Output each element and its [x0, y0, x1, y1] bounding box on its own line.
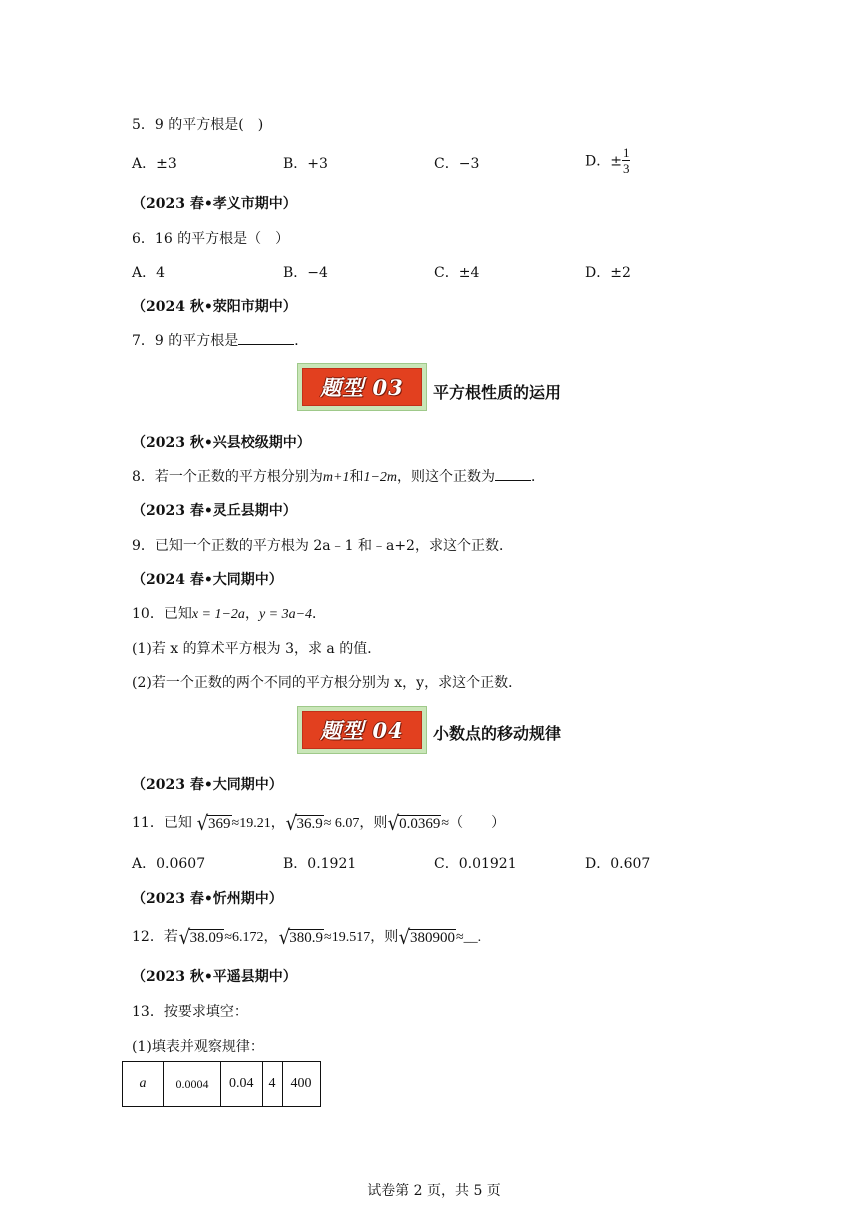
source-label-q7: （2024 秋•荥阳市期中） [132, 299, 297, 315]
table-cell: 0.04 [221, 1062, 263, 1107]
answer-blank [495, 466, 531, 481]
question-13-part-1: (1)填表并观察规律： [132, 1039, 264, 1055]
q5-option-a: A．±3 [132, 156, 177, 172]
fraction-denominator: 3 [622, 161, 630, 176]
q11-option-a: A．0.0607 [132, 856, 206, 872]
radicand: 380.9 [289, 930, 324, 946]
question-8-and: 和 [349, 469, 364, 485]
radicand: 380900 [409, 930, 455, 946]
q11-option-b: B．0.1921 [283, 856, 357, 872]
question-7-stem: 7．9 的平方根是 [132, 333, 239, 349]
radicand: 38.09 [189, 930, 224, 946]
question-10 [132, 603, 326, 623]
answer-blank [238, 330, 294, 345]
question-7-end: ． [294, 333, 309, 349]
source-label-q6: （2023 春•孝义市期中） [132, 196, 297, 212]
question-10-part-2: (2)若一个正数的两个不同的平方根分别为 x，y，求这个正数． [132, 675, 523, 691]
one-third-fraction [622, 146, 631, 175]
q11-option-c: C．0.01921 [434, 856, 517, 872]
source-label-q8: （2023 秋•兴县校级期中） [132, 435, 311, 451]
question-8-end: ． [531, 469, 546, 485]
source-label-q11: （2023 春•大同期中） [132, 777, 283, 793]
question-11 [132, 811, 506, 835]
source-label-q13: （2023 秋•平遥县期中） [132, 969, 297, 985]
question-12-stem: 12．若 [132, 929, 178, 945]
approx-value-2: ≈ 6.07，则 [323, 816, 388, 831]
approx-value-1: ≈19.21， [231, 816, 285, 831]
question-12 [132, 925, 482, 949]
fraction-numerator: 1 [622, 145, 630, 160]
section-badge-04 [297, 706, 427, 754]
question-8 [132, 466, 545, 486]
expression-x: x = 1−2a [191, 607, 245, 622]
question-8-stem: 8．若一个正数的平方根分别为 [132, 469, 323, 485]
q6-option-b: B．−4 [283, 265, 328, 281]
question-6-stem: 6．16 的平方根是（ ） [132, 231, 290, 247]
question-10-end: ． [312, 606, 327, 622]
q6-option-d: D．±2 [585, 265, 631, 281]
question-13-stem: 13．按要求填空： [132, 1004, 248, 1020]
table-cell: 400 [282, 1062, 320, 1107]
section-badge-03 [297, 363, 427, 411]
question-5-stem: 5．9 的平方根是( ) [132, 117, 264, 133]
section-title-04: 小数点的移动规律 [433, 724, 562, 743]
question-10-separator: ， [244, 606, 259, 622]
section-title-03: 平方根性质的运用 [433, 383, 562, 402]
question-9-stem: 9．已知一个正数的平方根为 2a﹣1 和﹣a+2，求这个正数． [132, 538, 513, 554]
approx-question: ≈（ ） [441, 816, 506, 831]
question-8-tail: ，则这个正数为 [397, 469, 496, 485]
q5-option-d-label: D．± [585, 153, 622, 170]
question-10-stem: 10．已知 [132, 606, 192, 622]
q5-option-c: C．−3 [434, 156, 480, 172]
radicand: 36.9 [296, 816, 323, 832]
q6-option-a: A．4 [132, 265, 166, 281]
table-cell: 4 [262, 1062, 282, 1107]
section-badge-04-text: 题型 04 [320, 718, 404, 743]
sqrt-38-09: √ 38.09 [178, 925, 224, 949]
page-footer: 试卷第 2 页，共 5 页 [367, 1183, 501, 1199]
approx-question: ≈__. [455, 930, 482, 945]
question-7 [132, 330, 308, 350]
table-cell-a: a [123, 1062, 164, 1107]
q5-option-d [585, 146, 630, 175]
sqrt-369: √ 369 [196, 811, 231, 835]
question-10-part-1: (1)若 x 的算术平方根为 3，求 a 的值． [132, 641, 382, 657]
section-badge-03-text: 题型 03 [320, 375, 404, 400]
expression-y: y = 3a−4 [258, 607, 313, 622]
source-label-q12: （2023 春•忻州期中） [132, 891, 283, 907]
observation-table [122, 1061, 321, 1107]
source-label-q9: （2023 春•灵丘县期中） [132, 503, 297, 519]
table-row [123, 1062, 321, 1107]
radicand: 0.0369 [399, 816, 441, 832]
sqrt-36-9: √ 36.9 [285, 811, 323, 835]
q11-option-d: D．0.607 [585, 856, 651, 872]
expression-1-minus-2m: 1−2m [363, 470, 398, 485]
table-cell: 0.0004 [164, 1062, 221, 1107]
sqrt-380-9: √ 380.9 [278, 925, 324, 949]
approx-value-1: ≈6.172， [224, 930, 278, 945]
expression-m-plus-1: m+1 [322, 470, 350, 485]
approx-value-2: ≈19.517，则 [324, 930, 399, 945]
sqrt-0-0369: √ 0.0369 [388, 811, 441, 835]
source-label-q10: （2024 春•大同期中） [132, 572, 283, 588]
sqrt-380900: √ 380900 [398, 925, 455, 949]
radicand: 369 [208, 816, 231, 832]
q5-option-b: B．+3 [283, 156, 328, 172]
q6-option-c: C．±4 [434, 265, 480, 281]
question-11-stem: 11．已知 [132, 815, 192, 831]
